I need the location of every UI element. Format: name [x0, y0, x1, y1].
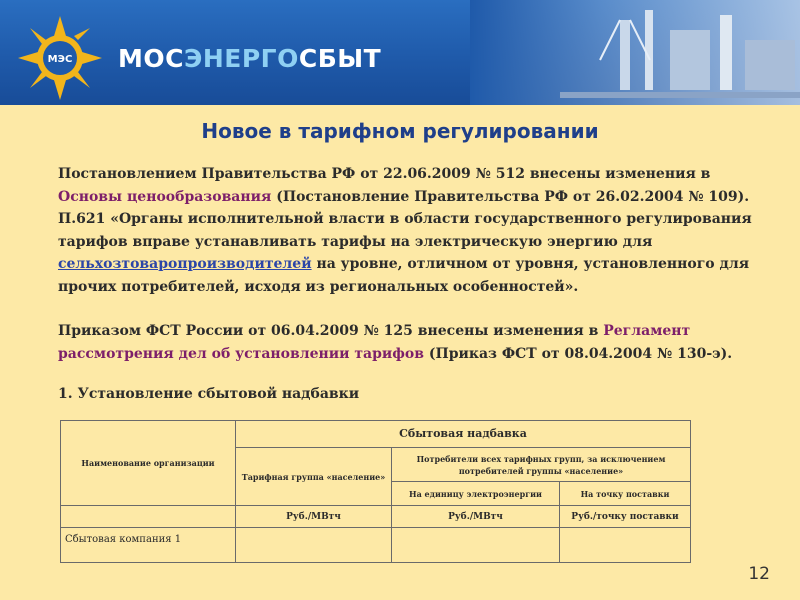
value-cell [560, 528, 691, 563]
agri-producers-link[interactable]: сельхозтоваропроизводителей [58, 256, 312, 272]
regulation-link[interactable]: Регламент рассмотрения дел об установлении тарифов [58, 323, 691, 362]
paragraph-clause-621: П.621 «Органы исполнительной власти в области государственного регулирования тарифов вправе устанавливать тарифы на электрическую энергию для сельхозтоваропроизводителей на уровне, отличном от уровня, установленного для прочих потребителей, исходя из региональных особенностей». [58, 211, 752, 295]
company-name-cell: Сбытовая компания 1 [61, 528, 236, 563]
value-cell [236, 528, 392, 563]
slide-title: Новое в тарифном регулировании [201, 119, 599, 143]
unit-cell: Руб./МВтч [392, 506, 560, 528]
tariff-group-header: Тарифная группа «население» [236, 448, 392, 506]
slide-body [58, 163, 768, 365]
markup-table [60, 420, 691, 563]
org-name-header: Наименование организации [61, 421, 236, 506]
power-station-image [470, 0, 800, 105]
paragraph-decree-512: Постановлением Правительства РФ от 22.06.2009 № 512 внесены изменения в Основы ценообразования (Постановление Правительства РФ от 26.02.2004 № 109). [58, 166, 750, 205]
svg-text:МЭС: МЭС [47, 54, 73, 65]
per-point-header: На точку поставки [560, 482, 691, 506]
unit-cell: Руб./точку поставки [560, 506, 691, 528]
value-cell [392, 528, 560, 563]
header-banner [0, 0, 800, 105]
section-heading: 1. Установление сбытовой надбавки [58, 386, 360, 402]
pricing-basics-link[interactable]: Основы ценообразования [58, 188, 272, 205]
mes-logo-icon [14, 12, 106, 104]
per-unit-header: На единицу электроэнергии [392, 482, 560, 506]
unit-empty-cell [61, 506, 236, 528]
unit-cell: Руб./МВтч [236, 506, 392, 528]
page-number: 12 [748, 564, 770, 584]
power-station-photo [470, 0, 800, 105]
brand-name: МОСЭНЕРГОСБЫТ [118, 44, 382, 73]
paragraph-order-125: Приказом ФСТ России от 06.04.2009 № 125 внесены изменения в Регламент рассмотрения дел об установлении тарифов (Приказ ФСТ от 08.04.2004 № 130-э). [58, 323, 733, 362]
other-consumers-header: Потребители всех тарифных групп, за исключением потребителей группы «население» [392, 448, 691, 482]
markup-header: Сбытовая надбавка [236, 421, 691, 448]
